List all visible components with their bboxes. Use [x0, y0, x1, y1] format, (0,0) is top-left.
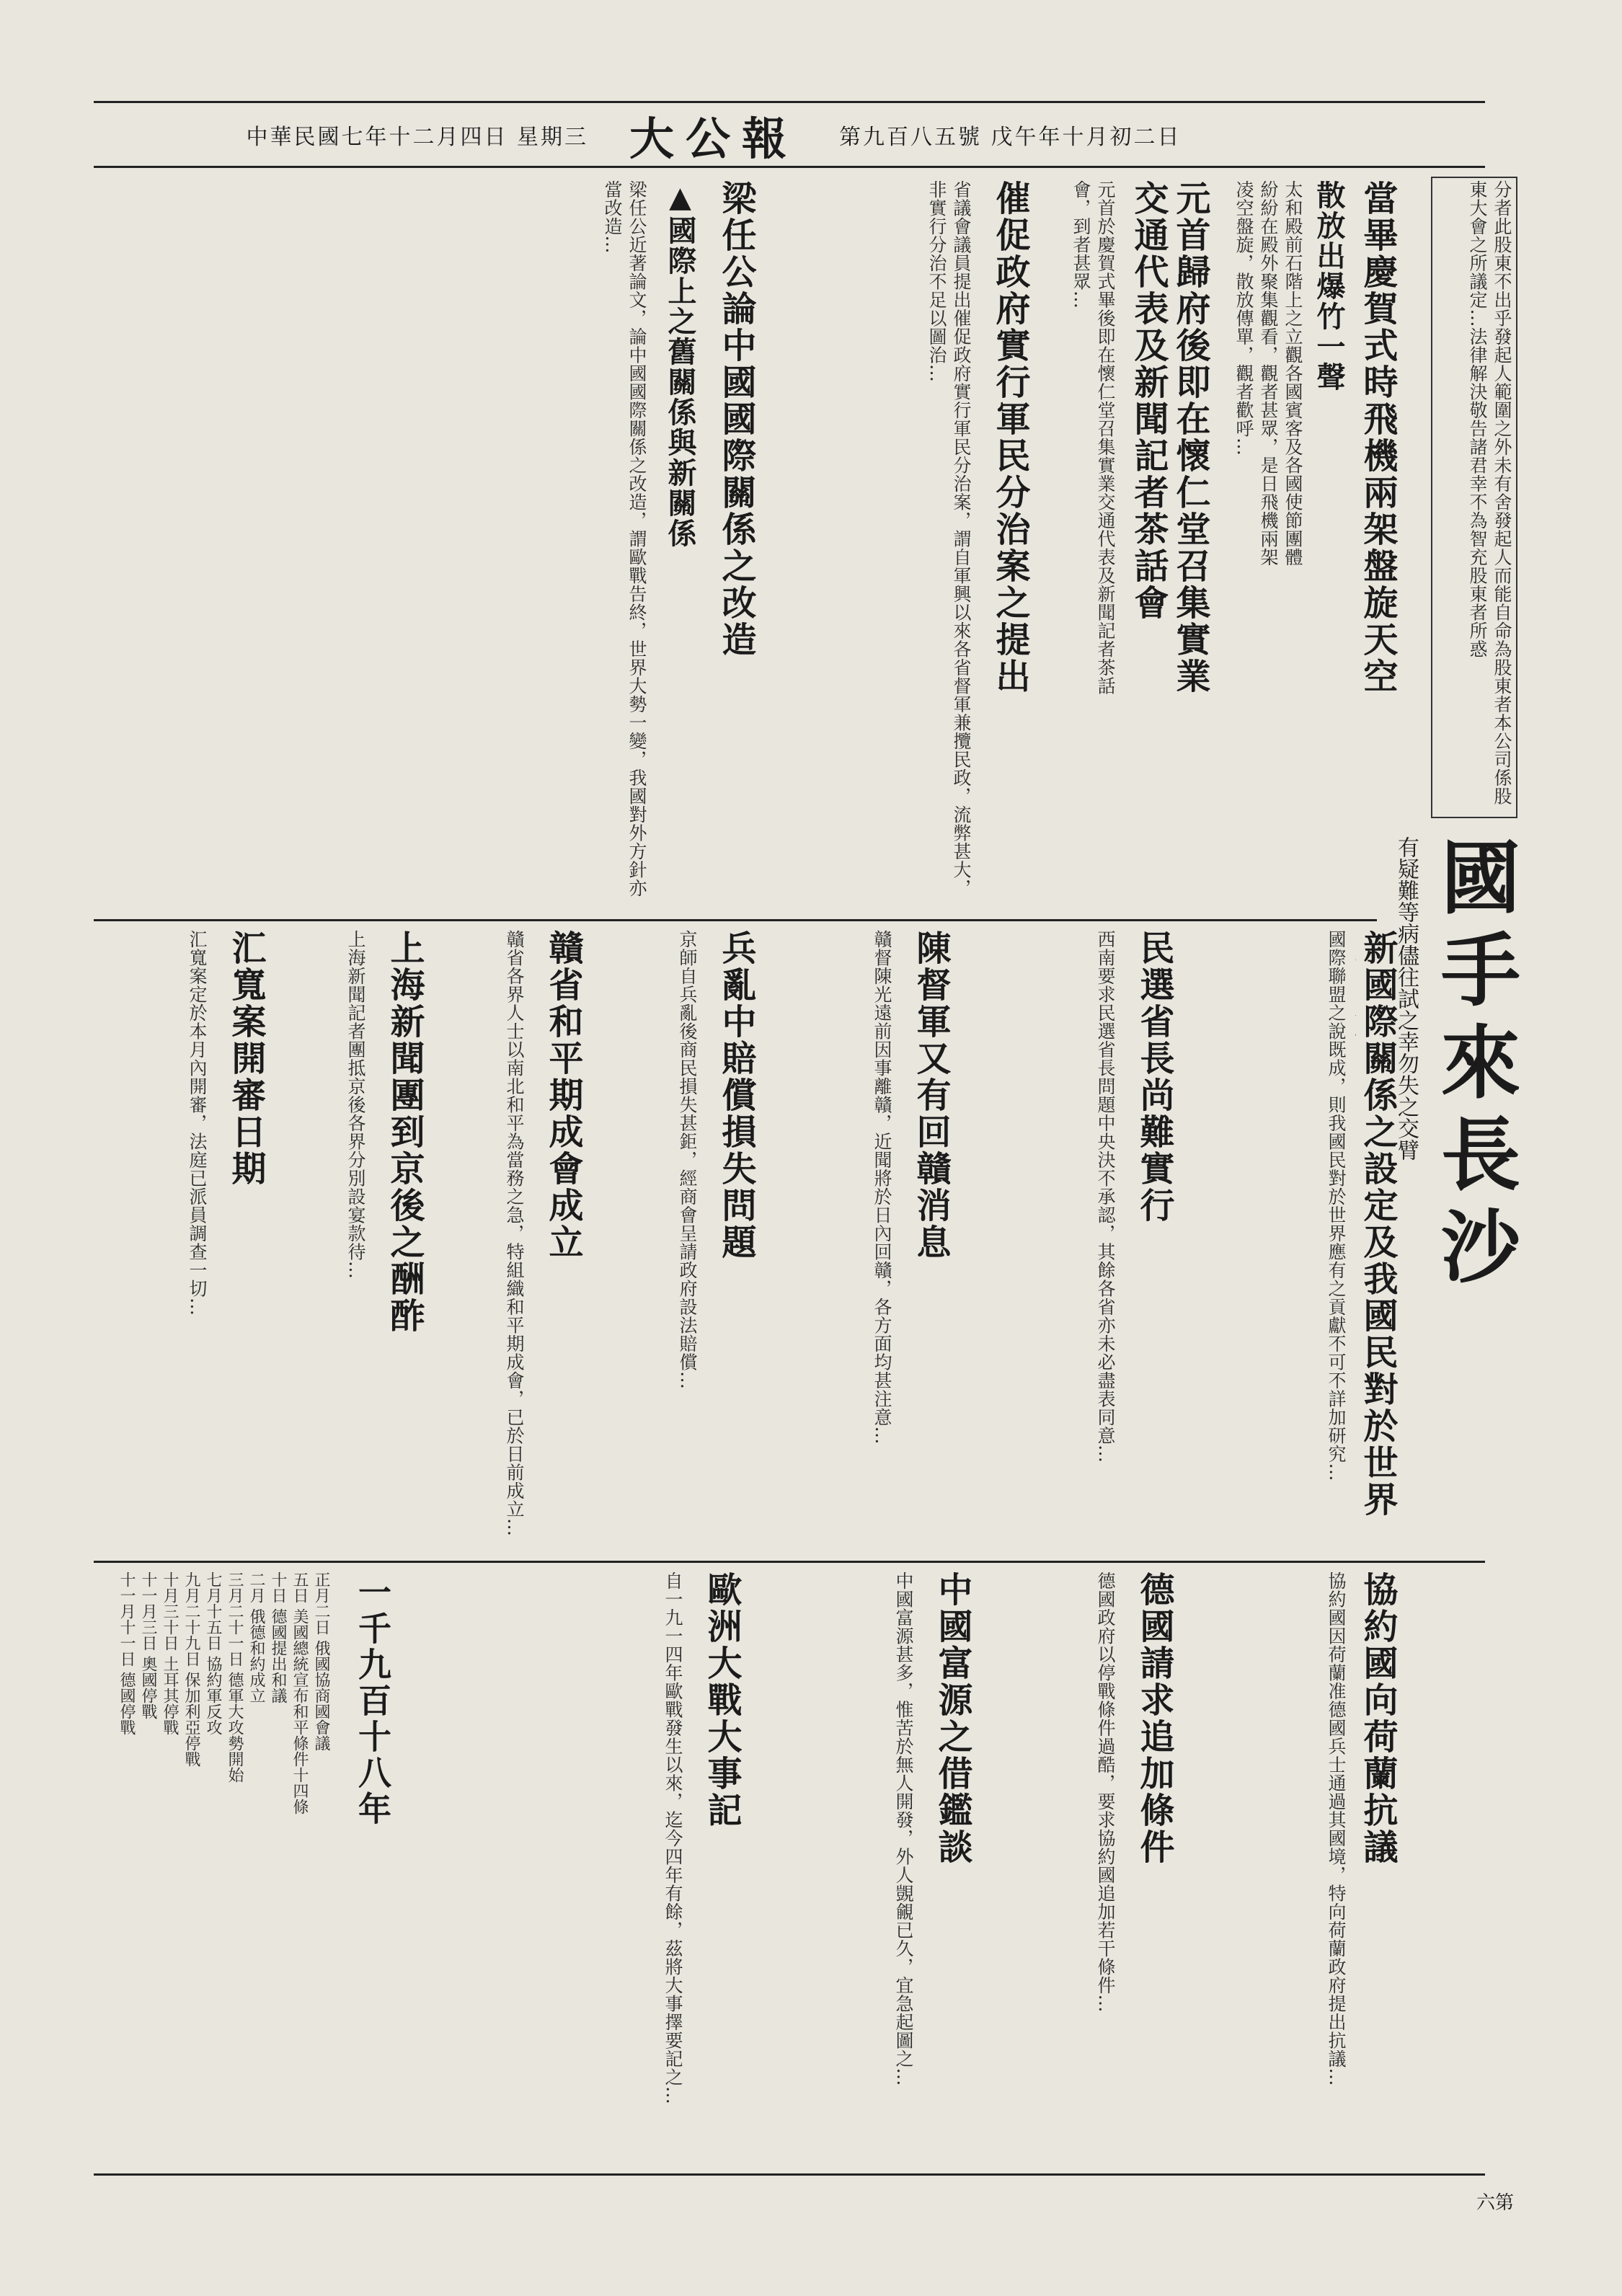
article-subheadline: 散放出爆竹一聲 — [1312, 180, 1346, 392]
article-body: 德國政府以停戰條件過酷，要求協約國追加若干條件… — [1095, 1572, 1116, 2013]
bottom-rule — [94, 2173, 1485, 2176]
list-item: 十一月三日 奧國停戰 — [139, 1572, 157, 1719]
article-body: 西南要求民選省長問題中央決不承認，其餘各省亦未必盡表同意… — [1095, 930, 1116, 1463]
article-headline: 民選省長尚難實行 — [1134, 930, 1174, 1224]
top-notice: 分者此股東不出乎發起人範圍之外未有舍發起人而能自命為股東者本公司係股東大會之所議定…法律解決敬告諸君幸不為智充股東者所惑 — [1467, 180, 1512, 805]
article-headline: 催促政府實行軍民分治案之提出 — [990, 180, 1030, 695]
list-item: 七月十五日 協約軍反攻 — [204, 1572, 222, 1735]
article-headline: 兵亂中賠償損失問題 — [716, 930, 756, 1261]
list-item: 正月二日 俄國協商國會議 — [312, 1572, 330, 1751]
article-subheadline: ▲國際上之舊關係與新關係 — [663, 180, 697, 549]
article-body: 協約國因荷蘭准德國兵士通過其國境，特向荷蘭政府提出抗議… — [1326, 1572, 1347, 2086]
notice-frame — [1431, 177, 1517, 818]
article-headline: 梁任公論中國國際關係之改造 — [716, 180, 756, 658]
article-headline: 德國請求追加條件 — [1134, 1572, 1174, 1866]
article-body: 梁任公近著論文，論中國國際關係之改造，謂歐戰告終，世界大勢一變，我國對外方針亦當改造… — [602, 180, 647, 897]
article-headline: 贛省和平期成會成立 — [543, 930, 583, 1261]
lead-title: 國手來長沙 — [1428, 836, 1521, 1298]
chronology-list — [101, 1572, 332, 2163]
article-body: 國際聯盟之說既成，則我國民對於世界應有之貢獻不可不詳加研究… — [1326, 930, 1347, 1481]
article-headline: 當畢慶賀式時飛機兩架盤旋天空 — [1357, 180, 1398, 695]
article-body: 中國富源甚多，惟苦於無人開發，外人覬覦已久，宜急起圖之… — [893, 1572, 914, 2086]
article-headline: 協約國向荷蘭抗議 — [1357, 1572, 1398, 1866]
article-headline: 陳督軍又有回贛消息 — [910, 930, 951, 1261]
article-body: 太和殿前石階上之立觀各國賓客及各國使節團體紛紛在殿外聚集觀看，觀者甚眾，是日飛機兩架凌空盤旋，散放傳單，觀者歡呼… — [1233, 180, 1303, 567]
article-headline: 新國際關係之設定及我國民對於世界 — [1357, 930, 1398, 1518]
article-body: 自一九一四年歐戰發生以來，迄今四年有餘，茲將大事擇要記之… — [662, 1572, 683, 2105]
article-body: 元首於慶賀式畢後即在懷仁堂召集實業交通代表及新聞記者茶話會，到者甚眾… — [1071, 180, 1116, 695]
list-item: 二月 俄德和約成立 — [247, 1572, 265, 1703]
list-item: 十月三十日 土耳其停戰 — [161, 1572, 179, 1735]
article-body: 贛督陳光遠前因事離贛，近聞將於日內回贛，各方面均甚注意… — [872, 930, 892, 1445]
masthead-title: 大公報 — [629, 112, 798, 165]
article-body: 汇寬案定於本月內開審，法庭已派員調查一切… — [187, 930, 208, 1316]
list-item: 五日 美國總統宣布和平條件十四條 — [291, 1572, 309, 1814]
article-body: 京師自兵亂後商民損失甚鉅，經商會呈請政府設法賠償… — [677, 930, 698, 1390]
list-item: 九月二十九日 保加利亞停戰 — [182, 1572, 200, 1767]
list-item: 十一月十一日 德國停戰 — [118, 1572, 136, 1735]
article-body: 上海新聞記者團抵京後各界分別設宴款待… — [345, 930, 366, 1280]
article-headline: 元首歸府後即在懷仁堂召集實業交通代表及新聞記者茶話會 — [1128, 180, 1210, 695]
masthead-date: 中華民國七年十二月四日 星期三 — [246, 125, 588, 150]
list-item: 十日 德國提出和議 — [269, 1572, 287, 1703]
article-headline: 汇寬案開審日期 — [226, 930, 266, 1187]
article-headline: 上海新聞團到京後之酬酢 — [384, 930, 425, 1334]
section-rule — [94, 1561, 1485, 1563]
article-body: 省議會議員提出催促政府實行軍民分治案，謂自軍興以來各省督軍兼攬民政，流弊甚大，非實行分治不足以圖治… — [926, 180, 972, 897]
masthead — [101, 108, 1478, 165]
chronology-title: 一千九百十八年 — [353, 1575, 392, 1827]
list-item: 三月二十一日 德軍大攻勢開始 — [226, 1572, 244, 1783]
section-rule — [94, 919, 1377, 921]
article-headline: 中國富源之借鑑談 — [932, 1572, 972, 1866]
article-headline: 歐洲大戰大事記 — [701, 1572, 742, 1829]
lead-subtitle: 有疑難等病儘往試之幸勿失之交臂 — [1393, 836, 1419, 1161]
masthead-issue: 第九百八五號 戊午年十月初二日 — [839, 125, 1182, 150]
page-number: 六第 — [1476, 2192, 1514, 2214]
article-body: 贛省各界人士以南北和平為當務之急，特組織和平期成會，已於日前成立… — [504, 930, 525, 1537]
